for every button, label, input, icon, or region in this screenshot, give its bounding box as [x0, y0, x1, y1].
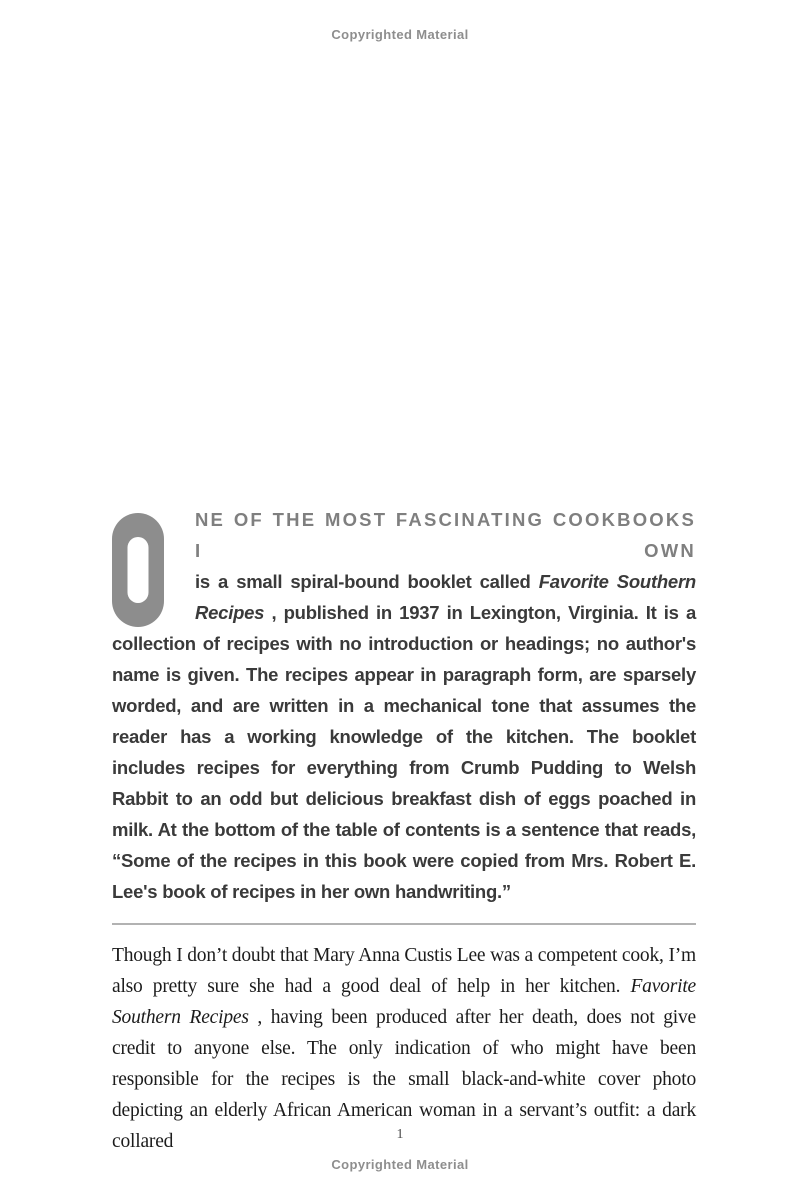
- drop-cap-counter: [128, 537, 149, 603]
- body-text-segment-2: , having been produced after her death, does not give credit to anyone else. The only indication of who might have been responsible for the recipes is the small black-and-white cover photo depicting an elderly African American woman in a servant’s outfit: a dark collared: [112, 1007, 696, 1152]
- copyright-watermark-bottom: Copyrighted Material: [331, 1157, 469, 1172]
- drop-cap-container: [112, 504, 195, 628]
- page-number: 1: [396, 1127, 404, 1142]
- section-divider: [112, 923, 696, 925]
- copyright-watermark-top: Copyrighted Material: [331, 27, 469, 42]
- book-title-italic: Favorite Southern Recipes: [195, 571, 696, 623]
- opening-text-segment-2: , published in 1937 in Lexington, Virginia. It is a collection of recipes with no introduction or headings; no author's name is given. The recipes appear in paragraph form, are sparsely worded, and are written in a mechanical tone that assumes the reader has a working knowledge of the kitchen. The booklet includes recipes for everything from Crumb Pudding to Welsh Rabbit to an odd but delicious breakfast dish of eggs poached in milk. At the bottom of the table of contents is a sentence that reads, “Some of the recipes in this book were copied from Mrs. Robert E. Lee's book of recipes in her own handwriting.”: [112, 602, 696, 902]
- book-title-italic-serif: Favorite Southern Recipes: [112, 976, 696, 1028]
- body-paragraph: [112, 940, 696, 1157]
- lead-in-small-caps: NE OF THE MOST FASCINATING COOKBOOKS I OWN: [195, 509, 696, 561]
- page-content: [112, 504, 696, 1157]
- drop-cap-letter-o: [112, 513, 164, 627]
- opening-text-segment-1: is a small spiral-bound booklet called: [195, 571, 539, 592]
- opening-paragraph: [112, 504, 696, 907]
- body-text-segment-1: Though I don’t doubt that Mary Anna Custis Lee was a competent cook, I’m also pretty sure she had a good deal of help in her kitchen.: [112, 945, 696, 997]
